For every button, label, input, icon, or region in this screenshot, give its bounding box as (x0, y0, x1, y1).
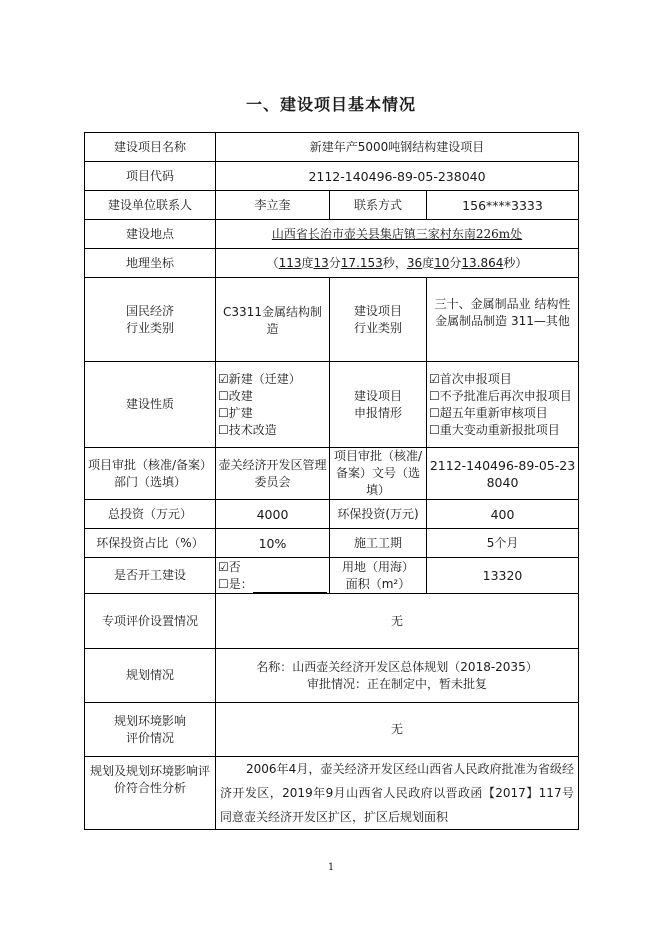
checkbox-not-started[interactable]: ☑否 (218, 559, 241, 574)
label-project-name: 建设项目名称 (85, 133, 216, 162)
coord-sec-unit-1: 秒 (382, 255, 395, 270)
project-info-table (84, 132, 579, 830)
label-planning-env: 规划环境影响 评价情况 (85, 703, 216, 757)
label-project-industry: 建设项目 行业类别 (330, 278, 427, 362)
checkbox-redeclare-after-reject[interactable]: ☐不予批准后再次申报项目 (429, 388, 572, 403)
started-yes-label: ☐是： (218, 576, 253, 591)
value-planning-env: 无 (216, 703, 579, 757)
nature-options (216, 362, 330, 448)
value-contact-method: 156****3333 (427, 191, 579, 220)
row-project-name (85, 133, 579, 162)
label-conformity: 规划及规划环境影响评价符合性分析 (85, 757, 216, 830)
label-industry: 国民经济 行业类别 (85, 278, 216, 362)
row-planning-env (85, 703, 579, 757)
label-location: 建设地点 (85, 220, 216, 249)
label-env-investment: 环保投资(万元) (330, 500, 427, 529)
label-coords: 地理坐标 (85, 249, 216, 278)
value-planning (216, 649, 579, 703)
checkbox-expand[interactable]: ☐扩建 (218, 405, 253, 420)
row-nature (85, 362, 579, 448)
checkbox-first-declaration[interactable]: ☑首次申报项目 (429, 371, 512, 386)
row-project-code (85, 162, 579, 191)
row-industry (85, 278, 579, 362)
checkbox-five-year-review[interactable]: ☐超五年重新审核项目 (429, 405, 548, 420)
checkbox-rebuild[interactable]: ☐改建 (218, 388, 253, 403)
coord-sep: ， (394, 255, 407, 270)
checkbox-tech-upgrade[interactable]: ☐技术改造 (218, 422, 277, 437)
value-total-investment: 4000 (216, 500, 330, 529)
value-special-eval: 无 (216, 594, 579, 649)
coord-lat-sec: 13.864 (461, 255, 504, 270)
value-project-name: 新建年产5000吨钢结构建设项目 (216, 133, 579, 162)
value-location: 山西省长治市壶关县集店镇三家村东南226m处 (271, 226, 523, 241)
value-coords (216, 249, 579, 278)
label-declaration: 建设项目 申报情形 (330, 362, 427, 448)
coord-min-unit-1: 分 (328, 255, 341, 270)
value-approval-dept: 壶关经济开发区管理委员会 (216, 448, 330, 500)
value-env-investment: 400 (427, 500, 579, 529)
coord-open: （ (266, 255, 279, 270)
label-env-ratio: 环保投资占比（%） (85, 529, 216, 558)
checkbox-started[interactable] (218, 576, 327, 593)
started-options (216, 558, 330, 594)
value-project-industry: 三十、金属制品业 结构性金属制品制造 311—其他 (427, 278, 579, 362)
coord-lon-deg: 113 (278, 255, 302, 270)
row-approval (85, 448, 579, 500)
label-nature: 建设性质 (85, 362, 216, 448)
coord-deg-unit-1: 度 (301, 255, 314, 270)
page-title: 一、建设项目基本情况 (245, 95, 416, 114)
checkbox-new-build[interactable]: ☑新建（迁建） (218, 371, 301, 386)
row-env-ratio (85, 529, 579, 558)
label-approval-dept: 项目审批（核准/备案）部门（选填） (85, 448, 216, 500)
coord-lon-min: 13 (313, 255, 329, 270)
value-industry: C3311金属结构制造 (216, 278, 330, 362)
label-project-code: 项目代码 (85, 162, 216, 191)
row-conformity (85, 757, 579, 830)
declaration-options (427, 362, 579, 448)
value-env-ratio: 10% (216, 529, 330, 558)
row-contact (85, 191, 579, 220)
label-total-investment: 总投资（万元） (85, 500, 216, 529)
coord-close: 秒） (503, 255, 528, 270)
coord-deg-unit-2: 度 (422, 255, 435, 270)
row-planning (85, 649, 579, 703)
page-number: 1 (327, 862, 335, 873)
row-special-eval (85, 594, 579, 649)
value-land-area: 13320 (427, 558, 579, 594)
coord-min-unit-2: 分 (449, 255, 462, 270)
coord-lon-sec: 17.153 (340, 255, 383, 270)
coord-lat-min: 10 (434, 255, 450, 270)
value-project-code: 2112-140496-89-05-238040 (216, 162, 579, 191)
planning-name: 名称：山西壶关经济开发区总体规划（2018-2035） (256, 659, 538, 674)
value-construction-period: 5个月 (427, 529, 579, 558)
row-coords (85, 249, 579, 278)
label-special-eval: 专项评价设置情况 (85, 594, 216, 649)
label-contact: 建设单位联系人 (85, 191, 216, 220)
label-started: 是否开工建设 (85, 558, 216, 594)
label-approval-no: 项目审批（核准/备案）文号（选填） (330, 448, 427, 500)
label-construction-period: 施工工期 (330, 529, 427, 558)
row-investment (85, 500, 579, 529)
value-approval-no: 2112-140496-89-05-238040 (427, 448, 579, 500)
label-contact-method: 联系方式 (330, 191, 427, 220)
checkbox-major-change[interactable]: ☐重大变动重新报批项目 (429, 422, 560, 437)
value-conformity (216, 757, 579, 830)
location-cell (216, 220, 579, 249)
label-land-area: 用地（用海） 面积（m²） (330, 558, 427, 594)
conformity-text: 2006年4月，壶关经济开发区经山西省人民政府批准为省级经济开发区，2019年9月山西省人民政府以晋政函【2017】117号同意壶关经济开发区扩区，扩区后规划面积 (220, 762, 575, 824)
started-yes-blank[interactable] (253, 580, 327, 593)
planning-approval-status: 审批情况：正在制定中，暂未批复 (307, 676, 488, 691)
row-location (85, 220, 579, 249)
row-started (85, 558, 579, 594)
label-planning: 规划情况 (85, 649, 216, 703)
value-contact: 李立奎 (216, 191, 330, 220)
coord-lat-deg: 36 (406, 255, 423, 270)
